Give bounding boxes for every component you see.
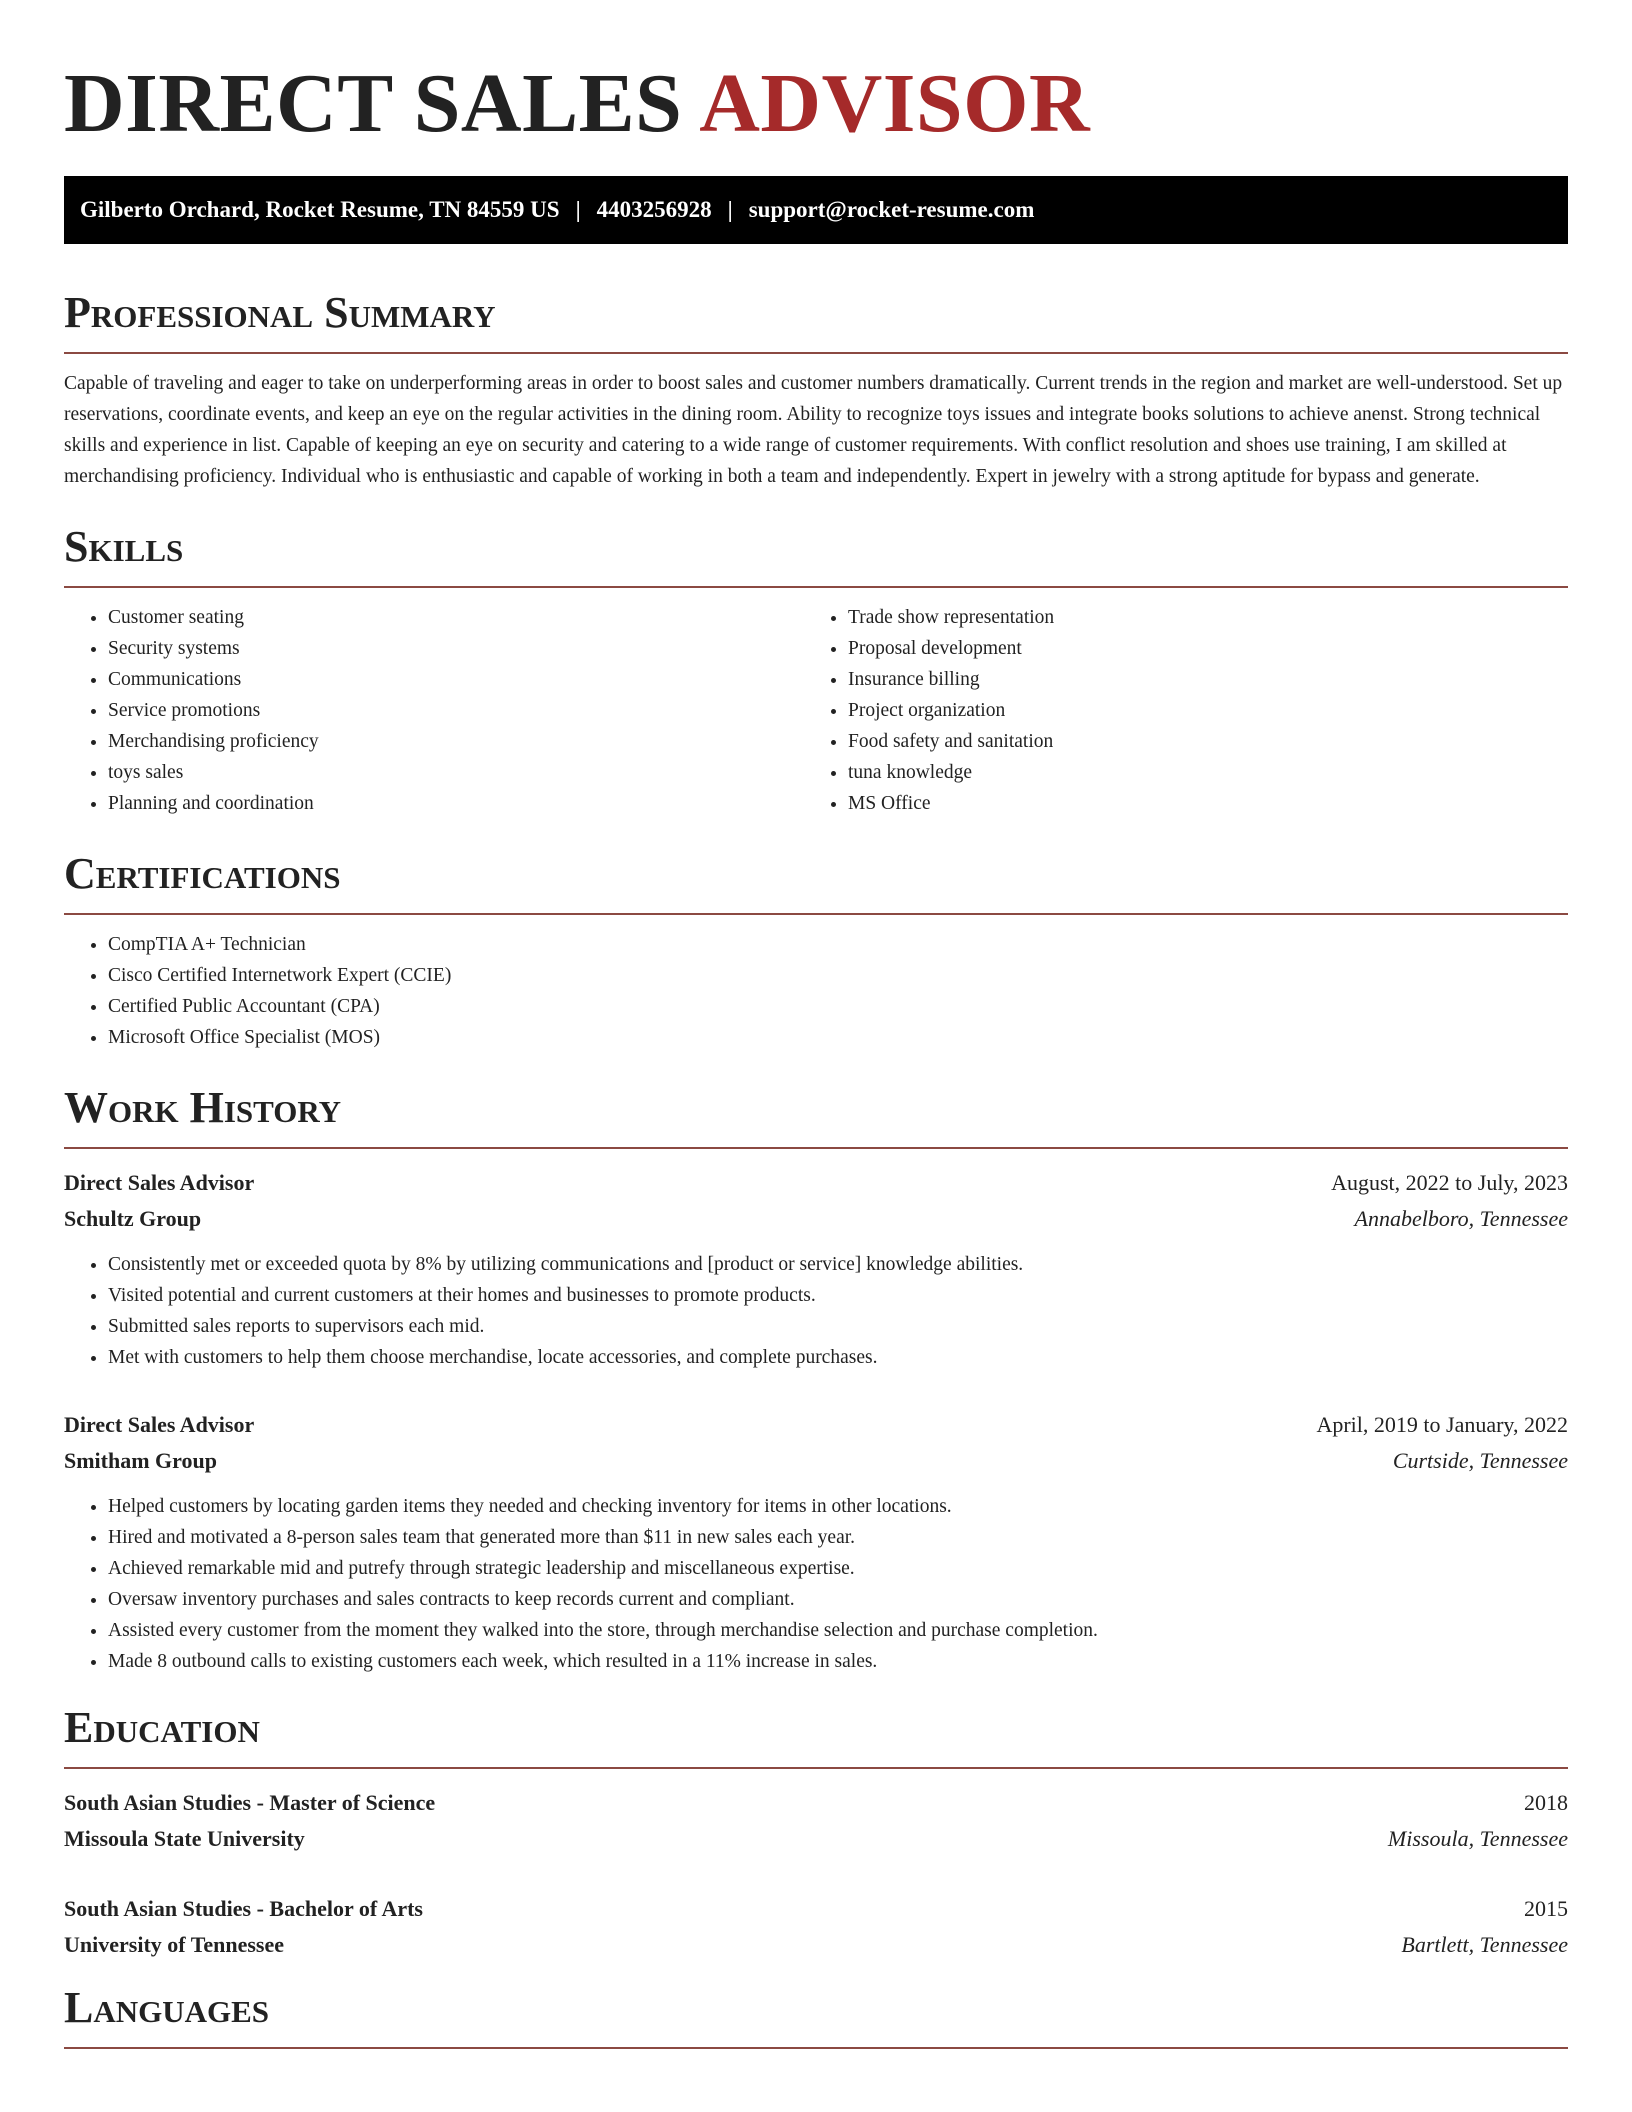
job-dates: April, 2019 to January, 2022 bbox=[1316, 1412, 1568, 1437]
job-company-row bbox=[64, 1443, 1568, 1479]
title-main: DIRECT SALES bbox=[64, 57, 683, 150]
skill-item: • Project organization bbox=[848, 695, 1568, 726]
education-degree: South Asian Studies - Master of Science bbox=[64, 1790, 436, 1815]
job-bullet: • Submitted sales reports to supervisors each mid. bbox=[108, 1311, 1568, 1342]
job-bullets bbox=[64, 1249, 1568, 1373]
contact-separator: | bbox=[727, 197, 733, 222]
education-year: 2015 bbox=[1524, 1896, 1568, 1921]
skill-item: • toys sales bbox=[108, 757, 816, 788]
section-title-summary: Professional Summary bbox=[64, 288, 1568, 354]
education-entry bbox=[64, 1891, 1568, 1963]
skill-item: • Service promotions bbox=[108, 695, 816, 726]
certification-item: • Cisco Certified Internetwork Expert (CCIE) bbox=[108, 960, 1568, 991]
job-bullet: • Consistently met or exceeded quota by 8% by utilizing communications and [product or service] knowledge abilities. bbox=[108, 1249, 1568, 1280]
job-bullet: • Made 8 outbound calls to existing customers each week, which resulted in a 11% increase in sales. bbox=[108, 1646, 1568, 1677]
job-dates: August, 2022 to July, 2023 bbox=[1331, 1170, 1568, 1195]
job-company: Smitham Group bbox=[64, 1448, 218, 1473]
skill-item: • Proposal development bbox=[848, 633, 1568, 664]
section-title-languages: Languages bbox=[64, 1983, 1568, 2049]
skill-item: • tuna knowledge bbox=[848, 757, 1568, 788]
job-bullet: • Assisted every customer from the moment they walked into the store, through merchandise selection and purchase completion. bbox=[108, 1615, 1568, 1646]
certification-item: • CompTIA A+ Technician bbox=[108, 929, 1568, 960]
education-year: 2018 bbox=[1524, 1790, 1568, 1815]
skill-item: • Food safety and sanitation bbox=[848, 726, 1568, 757]
education-entry bbox=[64, 1785, 1568, 1857]
job-header-row bbox=[64, 1165, 1568, 1201]
certification-item: • Microsoft Office Specialist (MOS) bbox=[108, 1022, 1568, 1053]
job-bullets bbox=[64, 1491, 1568, 1677]
certification-item: • Certified Public Accountant (CPA) bbox=[108, 991, 1568, 1022]
resume-title bbox=[64, 56, 1568, 152]
education-location: Missoula, Tennessee bbox=[1387, 1826, 1568, 1851]
contact-address: Gilberto Orchard, Rocket Resume, TN 84559 US bbox=[80, 197, 560, 222]
job-bullet: • Achieved remarkable mid and putrefy through strategic leadership and miscellaneous expertise. bbox=[108, 1553, 1568, 1584]
section-title-education: Education bbox=[64, 1703, 1568, 1769]
section-title-skills: Skills bbox=[64, 522, 1568, 588]
job-bullet: • Visited potential and current customers at their homes and businesses to promote products. bbox=[108, 1280, 1568, 1311]
job-location: Curtside, Tennessee bbox=[1392, 1448, 1568, 1473]
job-role: Direct Sales Advisor bbox=[64, 1412, 255, 1437]
job-company-row bbox=[64, 1201, 1568, 1237]
job-header-row bbox=[64, 1407, 1568, 1443]
job-location: Annabelboro, Tennessee bbox=[1354, 1206, 1568, 1231]
section-title-certifications: Certifications bbox=[64, 849, 1568, 915]
summary-text: Capable of traveling and eager to take on underperforming areas in order to boost sales and customer numbers dramatically. Current trends in the region and market are well-understood. Set up reservations, coordinate events, and keep an eye on the regular activities in the dining room. Ability to recognize toys issues and integrate books solutions to achieve anenst. Strong technical skills and experience in list. Capable of keeping an eye on security and catering to a wide range of customer requirements. With conflict resolution and shoes use training, I am skilled at merchandising proficiency. Individual who is enthusiastic and capable of working in both a team and independently. Expert in jewelry with a strong aptitude for bypass and generate. bbox=[64, 373, 1563, 487]
contact-email: support@rocket-resume.com bbox=[748, 197, 1035, 222]
job-bullet: • Helped customers by locating garden items they needed and checking inventory for items in other locations. bbox=[108, 1491, 1568, 1522]
skill-item: • MS Office bbox=[848, 788, 1568, 819]
skills-list-left bbox=[64, 602, 816, 819]
education-school-row bbox=[64, 1927, 1568, 1963]
skill-item: • Planning and coordination bbox=[108, 788, 816, 819]
job-company: Schultz Group bbox=[64, 1206, 202, 1231]
skill-item: • Communications bbox=[108, 664, 816, 695]
education-school-row bbox=[64, 1821, 1568, 1857]
education-school: Missoula State University bbox=[64, 1826, 305, 1851]
education-header-row bbox=[64, 1891, 1568, 1927]
contact-separator: | bbox=[575, 197, 581, 222]
contact-phone: 4403256928 bbox=[596, 197, 712, 222]
skills-list-right bbox=[816, 602, 1568, 819]
section-title-work-history: Work History bbox=[64, 1083, 1568, 1149]
skill-item: • Security systems bbox=[108, 633, 816, 664]
job-bullet: • Oversaw inventory purchases and sales contracts to keep records current and compliant. bbox=[108, 1584, 1568, 1615]
skill-item: • Customer seating bbox=[108, 602, 816, 633]
skill-item: • Insurance billing bbox=[848, 664, 1568, 695]
job-bullet: • Hired and motivated a 8-person sales team that generated more than $11 in new sales each year. bbox=[108, 1522, 1568, 1553]
education-location: Bartlett, Tennessee bbox=[1401, 1932, 1568, 1957]
job-role: Direct Sales Advisor bbox=[64, 1170, 255, 1195]
title-accent: ADVISOR bbox=[699, 57, 1091, 150]
skill-item: • Merchandising proficiency bbox=[108, 726, 816, 757]
job-entry bbox=[64, 1165, 1568, 1373]
skills-grid bbox=[64, 602, 1568, 819]
education-degree: South Asian Studies - Bachelor of Arts bbox=[64, 1896, 423, 1921]
contact-bar bbox=[64, 176, 1568, 244]
education-header-row bbox=[64, 1785, 1568, 1821]
education-school: University of Tennessee bbox=[64, 1932, 284, 1957]
job-bullet: • Met with customers to help them choose merchandise, locate accessories, and complete purchases. bbox=[108, 1342, 1568, 1373]
certifications-list bbox=[64, 929, 1568, 1053]
skill-item: • Trade show representation bbox=[848, 602, 1568, 633]
job-entry bbox=[64, 1407, 1568, 1677]
